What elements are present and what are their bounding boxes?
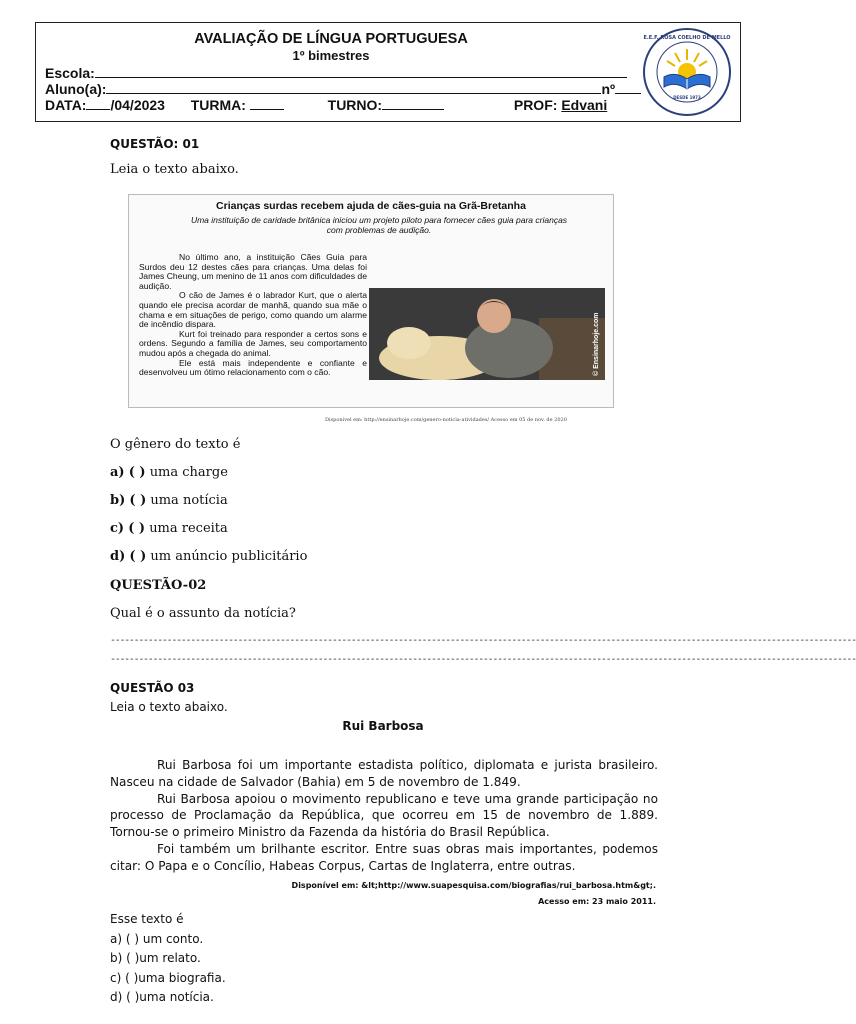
news-source: Disponível em: http://ensinarhoje.com/genero-noticia-atividades/ Acesso em 05 de nov. de 2020: [325, 417, 567, 423]
q1-option-c[interactable]: [110, 521, 228, 536]
option-text: uma notícia: [150, 493, 228, 508]
bio-source: Disponível em: &lt;http://www.suapesquisa.com/biografias/rui_barbosa.htm&gt;.: [291, 881, 656, 890]
date-day-field[interactable]: [86, 97, 110, 110]
q3-option-c[interactable]: c) ( )uma biografia.: [110, 971, 226, 985]
logo-year-text: DESDE 1973: [673, 95, 701, 100]
exam-title: AVALIAÇÃO DE LÍNGUA PORTUGUESA: [194, 31, 468, 47]
option-letter: d): [110, 549, 126, 564]
q2-question: Qual é o assunto da notícia?: [110, 606, 296, 621]
answer-line[interactable]: --------------------------------------------------------------------------------------------------------------------------------------------------------------: [110, 635, 856, 646]
option-text: uma receita: [149, 521, 228, 536]
q3-question: Esse texto é: [110, 912, 184, 926]
date-line: [45, 97, 607, 113]
bio-paragraph: Foi também um brilhante escritor. Entre suas obras mais importantes, podemos citar: O Papa e o Concílio, Habeas Corpus, Cartas de Inglaterra, entre outras.: [110, 841, 658, 873]
q1-option-a[interactable]: [110, 465, 228, 480]
option-box: ( ): [129, 493, 147, 508]
news-paragraph: Ele está mais independente e confiante e desenvolveu um ótimo relacionamento com o cão.: [139, 357, 367, 378]
photo-watermark: © Ensinarhoje.com: [593, 312, 600, 376]
exam-header: [35, 22, 741, 122]
school-logo-icon: [642, 27, 732, 117]
date-value: /04/2023: [110, 97, 165, 113]
news-paragraph: No último ano, a instituição Cães Guia para Surdos deu 12 destes cães para crianças. Uma delas foi James Cheung, um menino de 11 anos com dificuldades de audição.: [139, 252, 367, 291]
q1-title: QUESTÃO: 01: [110, 137, 200, 151]
school-label: Escola:: [45, 65, 95, 81]
number-label: nº: [601, 81, 616, 97]
q2-title: QUESTÃO-02: [110, 578, 207, 593]
q3-title: QUESTÃO 03: [110, 681, 195, 695]
news-article: [128, 194, 614, 408]
q3-option-d[interactable]: d) ( )uma notícia.: [110, 990, 214, 1004]
q1-option-b[interactable]: [110, 493, 228, 508]
logo-arc-text: E.E.F. ROSA COELHO DE MELLO: [643, 35, 731, 41]
option-box: ( ): [128, 521, 146, 536]
school-field[interactable]: [95, 65, 627, 78]
school-line: [45, 65, 627, 81]
teacher-label: PROF:: [513, 97, 558, 113]
number-field[interactable]: [615, 81, 641, 94]
option-text: uma charge: [149, 465, 228, 480]
bio-paragraph: Rui Barbosa foi um importante estadista político, diplomata e jurista brasileiro. Nasceu na cidade de Salvador (Bahia) em 5 de novembro de 1.849.: [110, 758, 658, 789]
class-label: TURMA:: [190, 97, 246, 113]
q1-question: O gênero do texto é: [110, 437, 241, 452]
bio-paragraph: Rui Barbosa apoiou o movimento republicano e teve uma grande participação no processo de Proclamação da República, que ocorreu em 15 de novembro de 1.889. Tornou-se o primeiro Ministro da Fazenda da história do Brasil República.: [110, 791, 658, 840]
q1-instruction: Leia o texto abaixo.: [110, 162, 239, 177]
option-letter: b): [110, 493, 126, 508]
biography-text: [110, 757, 658, 875]
exam-subtitle: 1º bimestres: [292, 48, 370, 63]
boy-with-dog-photo: [369, 288, 605, 380]
teacher-name: Edvani: [561, 97, 608, 113]
option-box: ( ): [129, 549, 147, 564]
q3-option-b[interactable]: b) ( )um relato.: [110, 951, 201, 965]
student-field[interactable]: [106, 81, 601, 94]
class-field[interactable]: [250, 97, 284, 110]
option-letter: a): [110, 465, 125, 480]
news-body: [139, 253, 367, 378]
option-box: ( ): [128, 465, 146, 480]
date-label: DATA:: [45, 97, 87, 113]
news-subtitle: Uma instituição de caridade britânica iniciou um projeto piloto para fornecer cães guia para crianças com problemas de audição.: [190, 215, 568, 235]
option-text: um anúncio publicitário: [150, 549, 308, 564]
student-label: Aluno(a):: [45, 81, 107, 97]
q3-text-heading: Rui Barbosa: [342, 719, 424, 733]
news-title: Crianças surdas recebem ajuda de cães-guia na Grã-Bretanha: [216, 200, 526, 212]
q3-instruction: Leia o texto abaixo.: [110, 700, 228, 714]
q1-option-d[interactable]: [110, 549, 307, 564]
news-paragraph: O cão de James é o labrador Kurt, que o alerta quando ele precisa acordar de manhã, quando sua mãe o chama e em situações de perigo, como quando um alarme de incêndio dispara.: [139, 290, 367, 330]
answer-line[interactable]: --------------------------------------------------------------------------------------------------------------------------------------------------------------: [110, 654, 856, 665]
q3-option-a[interactable]: a) ( ) um conto.: [110, 932, 204, 946]
news-paragraph: Kurt foi treinado para responder a certos sons e ordens. Segundo a família de James, seu comportamento mudou após a chegada do animal.: [139, 328, 367, 358]
shift-field[interactable]: [382, 97, 444, 110]
student-line: [45, 81, 641, 97]
shift-label: TURNO:: [327, 97, 383, 113]
bio-access-date: Acesso em: 23 maio 2011.: [538, 897, 656, 906]
option-letter: c): [110, 521, 125, 536]
